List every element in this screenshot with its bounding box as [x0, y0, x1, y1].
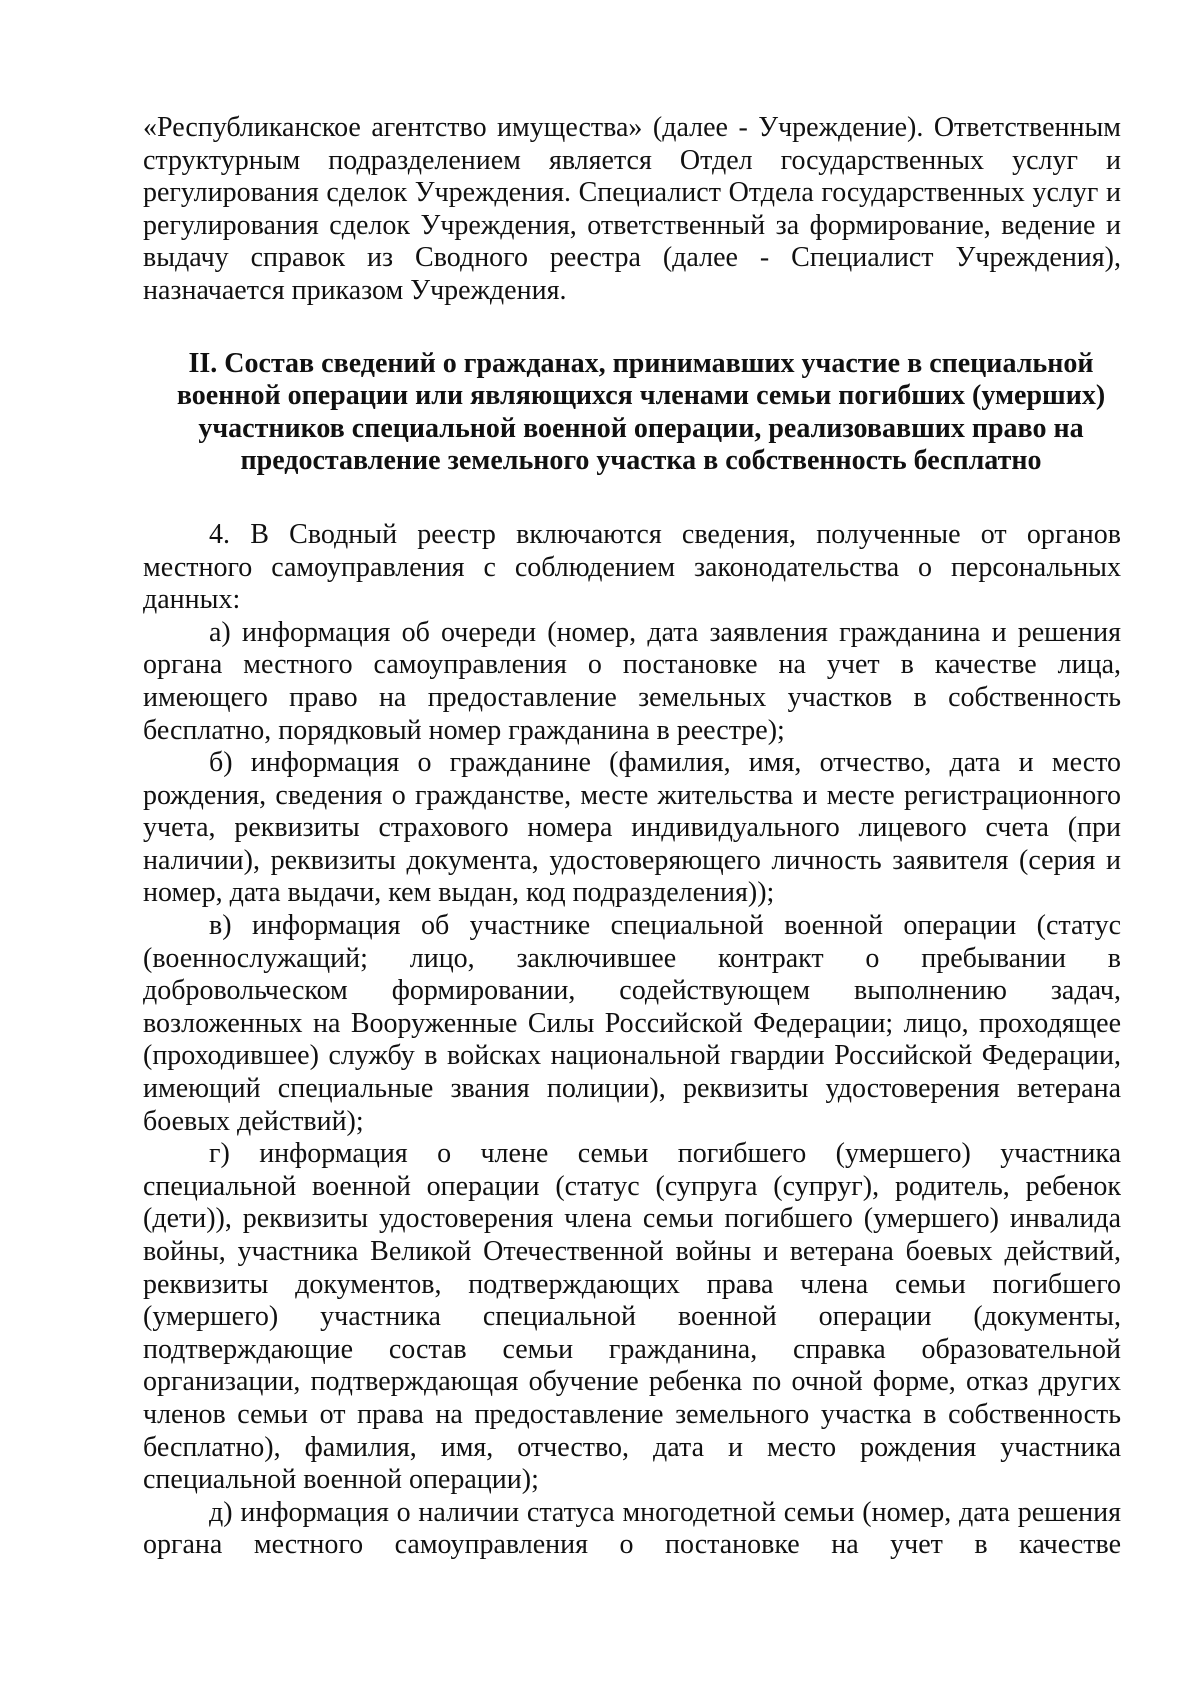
- document-page: [143, 112, 1121, 1562]
- paragraph-b: б) информация о гражданине (фамилия, имя, отчество, дата и место рождения, сведения о гражданстве, месте жительства и месте регистрационного учета, реквизиты страхового номера индивидуального лицевого счета (при наличии), реквизиты документа, удостоверяющего личность заявителя (серия и номер, дата выдачи, кем выдан, код подразделения));: [143, 747, 1121, 909]
- paragraph-v: в) информация об участнике специальной военной операции (статус (военнослужащий; лицо, заключившее контракт о пребывании в добровольческом формировании, содействующем выполнению задач, возложенных на Вооруженные Силы Российской Федерации; лицо, проходящее (проходившее) службу в войсках национальной гвардии Российской Федерации, имеющий специальные звания полиции), реквизиты удостоверения ветерана боевых действий);: [143, 910, 1121, 1137]
- section-heading: II. Состав сведений о гражданах, принимавших участие в специальной военной операции или являющихся членами семьи погибших (умерших) участников специальной военной операции, реализовавших право на предоставление земельного участка в собственность бесплатно: [176, 347, 1106, 477]
- paragraph-g: г) информация о члене семьи погибшего (умершего) участника специальной военной операции (статус (супруга (супруг), родитель, ребенок (дети)), реквизиты удостоверения члена семьи погибшего (умершего) инвалида войны, участника Великой Отечественной войны и ветерана боевых действий, реквизиты документов, подтверждающих права члена семьи погибшего (умершего) участника специальной военной операции (документы, подтверждающие состав семьи гражданина, справка образовательной организации, подтверждающая обучение ребенка по очной форме, отказ других членов семьи от права на предоставление земельного участка в собственность бесплатно), фамилия, имя, отчество, дата и место рождения участника специальной военной операции);: [143, 1138, 1121, 1496]
- paragraph-a: а) информация об очереди (номер, дата заявления гражданина и решения органа местного самоуправления о постановке на учет в качестве лица, имеющего право на предоставление земельных участков в собственность бесплатно, порядковый номер гражданина в реестре);: [143, 616, 1121, 746]
- paragraph-d: д) информация о наличии статуса многодетной семьи (номер, дата решения органа местного самоуправления о постановке на учет в качестве: [143, 1496, 1121, 1561]
- paragraph-4: 4. В Сводный реестр включаются сведения, полученные от органов местного самоуправления с соблюдением законодательства о персональных данных:: [143, 518, 1121, 616]
- intro-paragraph: «Республиканское агентство имущества» (далее - Учреждение). Ответственным структурным подразделением является Отдел государственных услуг и регулирования сделок Учреждения. Специалист Отдела государственных услуг и регулирования сделок Учреждения, ответственный за формирование, ведение и выдачу справок из Сводного реестра (далее - Специалист Учреждения), назначается приказом Учреждения.: [143, 112, 1121, 306]
